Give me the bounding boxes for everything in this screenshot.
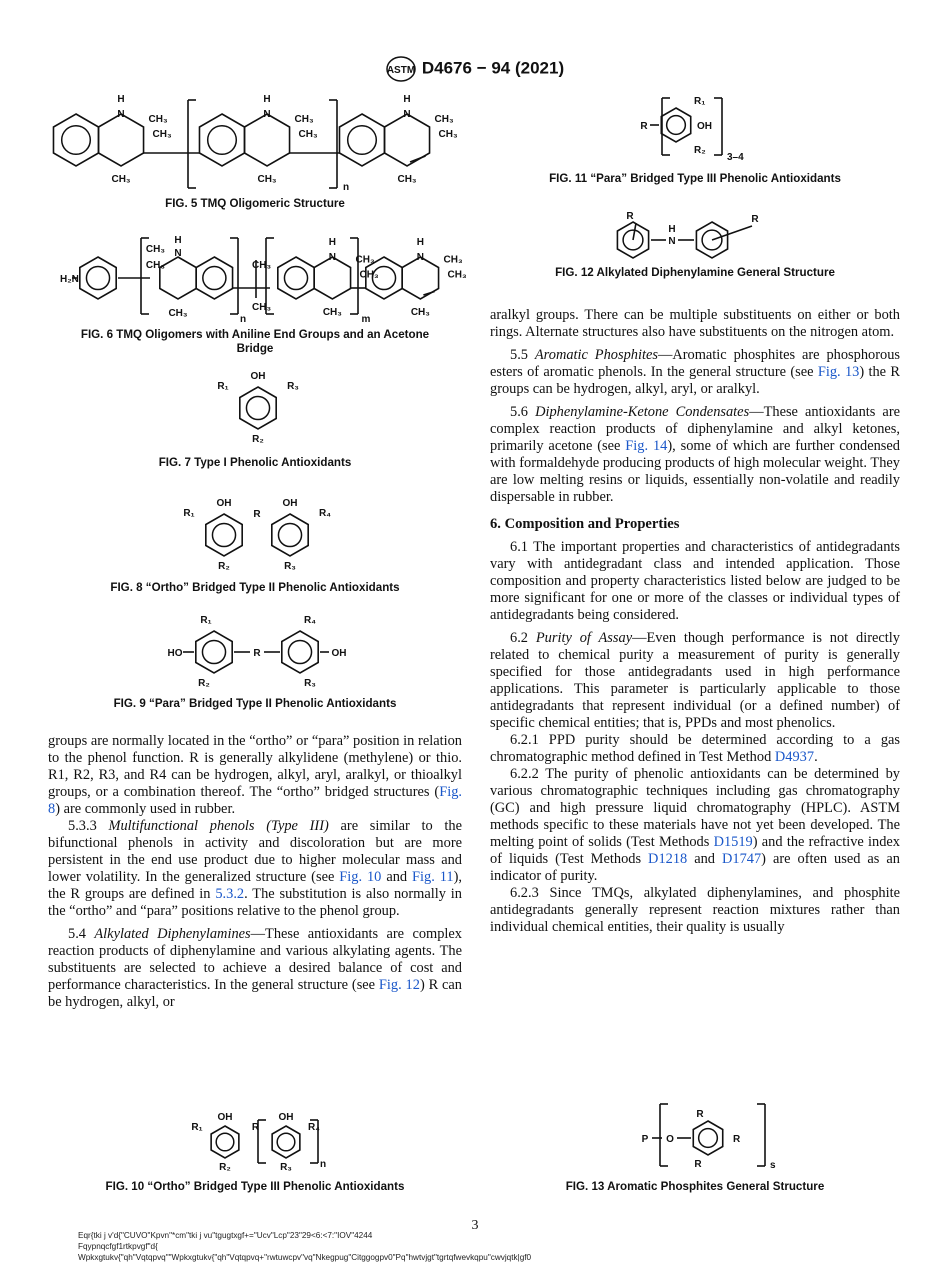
link-d1519[interactable]: D1519: [713, 834, 753, 850]
atom-label: R: [696, 1109, 704, 1120]
atom-label: N: [668, 236, 676, 247]
atom-label: N: [263, 109, 271, 120]
atom-label: R₂: [198, 678, 210, 689]
page-number: 3: [471, 1218, 479, 1233]
atom-label: OH: [697, 121, 712, 132]
atom-label: R₃: [304, 678, 316, 689]
atom-label: CH₃: [111, 174, 131, 185]
atom-label: R₁: [191, 1122, 203, 1133]
footer: [78, 1230, 531, 1263]
aromatic-circle: [699, 1129, 718, 1148]
ring: [196, 257, 232, 299]
ring: [693, 1121, 722, 1155]
ring: [80, 257, 116, 299]
link-d1747[interactable]: D1747: [721, 851, 762, 867]
fig7-caption: FIG. 7 Type I Phenolic Antioxidants: [158, 456, 352, 469]
aromatic-circle: [246, 396, 269, 419]
atom-label: CH₃: [148, 114, 168, 125]
footer-line: Wpkxgtukv{"qh"Vqtqpvq""Wpkxgtukv{"qh"Vqtqpvq+"rwtuwcpv"vq"Nkegpug"Citggogpv0"Pq"hwtvjgt"tgrtqfwevkqpu"cwvjqtk|gf0: [78, 1253, 532, 1262]
atom-label: R: [253, 648, 261, 659]
atom-label: N: [416, 252, 424, 263]
atom-label: CH₃: [355, 254, 375, 266]
atom-label: CH₃: [168, 308, 188, 319]
atom-label: O: [666, 1134, 674, 1145]
fig5-caption: FIG. 5 TMQ Oligomeric Structure: [165, 197, 345, 210]
paragraph-5-3-2-cont: groups are normally located in the “ortho” or “para” position in relation to the phenol function. R is generally alkylidene (methylene) or thio. R1, R2, R3, and R4 can be hydrogen, alkyl, aryl, aralkyl, or thioalkyl groups, or a combination thereof. The “ortho” bridged structures (Fig. 8) are commonly used in rubber.: [48, 733, 462, 817]
paragraph-6-2-1: 6.2.1 PPD purity should be determined according to a gas chromatographic method defined in Test Method D4937.: [490, 732, 900, 765]
link-fig-11[interactable]: Fig. 11: [412, 869, 454, 885]
fig6-caption: FIG. 6 TMQ Oligomers with Aniline End Groups and an Acetone Bridge: [80, 328, 430, 355]
ring: [196, 631, 232, 673]
fig10-caption: FIG. 10 “Ortho” Bridged Type III Phenolic Antioxidants: [105, 1180, 405, 1193]
atom-label: CH₃: [410, 307, 430, 318]
atom-label: R₂: [219, 1162, 231, 1173]
atom-label: CH₃: [438, 129, 458, 140]
atom-label: CH₃: [443, 254, 463, 266]
fig12-caption: FIG. 12 Alkylated Diphenylamine General Structure: [555, 266, 835, 279]
aromatic-circle: [86, 266, 109, 289]
designation: D4676 − 94 (2021): [421, 58, 565, 78]
atom-label: n: [319, 1159, 327, 1170]
aromatic-circle: [667, 116, 686, 135]
ring: [661, 108, 690, 142]
link-5-3-2[interactable]: 5.3.2: [215, 886, 245, 902]
atom-label: N: [117, 109, 125, 120]
atom-label: R₁: [694, 96, 706, 107]
atom-label: CH₃: [145, 244, 165, 255]
paragraph-5-3-3: 5.3.3 Multifunctional phenols (Type III) are similar to the bifunctional phenols in activity and discoloration but are more persistent in the end use product due to higher molecular mass and lower volatility. In the generalized structure (see Fig. 10 and Fig. 11), the R groups are defined in 5.3.2. The substitution is also normally in the “ortho” and “para” positions relative to the phenol group.: [48, 818, 462, 919]
ring: [206, 514, 242, 556]
aromatic-circle: [278, 523, 301, 546]
atom-label: CH₃: [298, 129, 318, 140]
aromatic-circle: [208, 126, 237, 155]
atom-label: R₁: [217, 381, 229, 392]
ring: [245, 114, 290, 166]
ring: [160, 257, 196, 299]
atom-label: H: [263, 94, 271, 105]
footer-line: Fqypnqcfgf1rtkpvgf"d{: [78, 1242, 158, 1251]
atom-label: R₂: [252, 434, 264, 445]
atom-label: R: [733, 1134, 741, 1145]
atom-label: H: [328, 237, 336, 248]
paragraph-5-5: 5.5 Aromatic Phosphites—Aromatic phosphites are phosphorous esters of aromatic phenols. In the general structure (see Fig. 13) the R groups can be hydrogen, alkyl, aryl, or aralkyl.: [490, 347, 900, 397]
atom-label: R: [751, 214, 759, 225]
atom-label: n: [239, 314, 247, 325]
paragraph-5-6: 5.6 Diphenylamine-Ketone Condensates—These antioxidants are complex reaction products of diphenylamine and alkyl ketones, primarily acetone (see Fig. 14), some of which are further condensed with formaldehyde producing products of high molecular weight. They are low melting resins or liquids, essentially non-volatile and readily dispersable in rubber.: [490, 404, 900, 505]
aromatic-circle: [202, 640, 225, 663]
atom-label: R₄: [308, 1122, 320, 1133]
atom-label: R₁: [183, 508, 195, 519]
atom-label: H: [403, 94, 411, 105]
ring: [339, 114, 384, 166]
atom-label: H: [174, 235, 182, 246]
structure-line: [633, 223, 636, 240]
ring: [272, 514, 308, 556]
aromatic-circle: [288, 640, 311, 663]
atom-label: N: [328, 252, 336, 263]
atom-label: R₄: [319, 508, 331, 519]
atom-label: CH₃: [257, 174, 277, 185]
atom-label: H₂N: [60, 274, 79, 285]
ring: [272, 1126, 300, 1158]
atom-label: H: [668, 224, 676, 235]
ring: [314, 257, 350, 299]
aromatic-circle: [203, 266, 226, 289]
aromatic-circle: [62, 126, 91, 155]
ring: [53, 114, 98, 166]
ring: [240, 387, 276, 429]
atom-label: H: [117, 94, 125, 105]
atom-label: 3–4: [727, 152, 744, 163]
atom-label: CH₃: [252, 260, 272, 271]
link-d1218[interactable]: D1218: [648, 851, 688, 867]
fig8-caption: FIG. 8 “Ortho” Bridged Type II Phenolic Antioxidants: [110, 581, 400, 594]
link-fig-14[interactable]: Fig. 14: [625, 438, 668, 454]
atom-label: N: [174, 248, 182, 259]
ring: [99, 114, 144, 166]
aromatic-circle: [348, 126, 377, 155]
paragraph-6-2: 6.2 Purity of Assay—Even though performance is not directly related to chemical purity a measurement of purity is generally specified for those antidegradants used in high performance applications. This parameter is particularly applicable to those antidegradants that represent individual (or a defined number) of specific chemical entities; that is, PPDs and most phenolics.: [490, 630, 900, 731]
paragraph-5-4-cont: aralkyl groups. There can be multiple substituents on either or both rings. Alternate structures also have substituents on the nitrogen atom.: [490, 307, 900, 340]
atom-label: R: [640, 121, 648, 132]
atom-label: R: [251, 1122, 260, 1133]
paragraph-6-2-2: 6.2.2 The purity of phenolic antioxidants can be determined by various chromatographic techniques including gas chromatography (GC) and high pressure liquid chromatography (HPLC). ASTM methods specific to these materials have not yet been developed. The melting point of solids (Test Methods D1519) and the refractive index of liquids (Test Methods D1218 and D1747) are often used as an indicator of purity.: [490, 766, 900, 884]
atom-label: H: [416, 237, 424, 248]
atom-label: R₂: [694, 145, 706, 156]
atom-label: N: [403, 109, 411, 120]
atom-label: R₁: [200, 615, 212, 626]
atom-label: CH₃: [152, 129, 172, 140]
svg-text:ASTM: ASTM: [386, 65, 416, 76]
paragraph-5-4: 5.4 Alkylated Diphenylamines—These antioxidants are complex reaction products of diphenylamine and various alkylating agents. The substituents are selected to achieve a desired balance of cost and performance characteristics. In the general structure (see Fig. 12) R can be hydrogen, alkyl, or: [48, 926, 463, 1010]
atom-label: m: [361, 314, 371, 325]
aromatic-circle: [277, 1133, 295, 1151]
link-fig-8[interactable]: Fig. 8: [48, 784, 462, 817]
atom-label: R₃: [280, 1162, 292, 1173]
atom-label: R: [694, 1159, 702, 1170]
atom-label: OH: [250, 371, 266, 382]
atom-label: n: [342, 182, 350, 193]
atom-label: CH₃: [294, 114, 314, 125]
atom-label: R: [626, 211, 634, 222]
atom-label: OH: [216, 498, 232, 509]
atom-label: CH₃: [447, 269, 467, 281]
atom-label: OH: [331, 648, 347, 659]
atom-label: CH₃: [322, 307, 342, 318]
aromatic-circle: [284, 266, 307, 289]
atom-label: CH₃: [434, 114, 454, 125]
ring: [278, 257, 314, 299]
atom-label: R₂: [218, 561, 230, 572]
fig13-caption: FIG. 13 Aromatic Phosphites General Structure: [565, 1180, 825, 1193]
paragraph-6-1: 6.1 The important properties and characteristics of antidegradants vary with antidegradant class and intended application. Those composition and property characteristics listed below are judged to be more significant for one or more of the classes or individual types of antidegradants being considered.: [490, 539, 900, 623]
aromatic-circle: [212, 523, 235, 546]
link-fig-10[interactable]: Fig. 10: [339, 869, 382, 885]
link-fig-12[interactable]: Fig. 12: [378, 977, 420, 993]
right-column: [490, 307, 900, 936]
link-fig-13[interactable]: Fig. 13: [817, 364, 860, 380]
left-column: [48, 733, 462, 1011]
structure-line: [410, 156, 426, 162]
atom-label: R₃: [284, 561, 296, 572]
ring: [199, 114, 244, 166]
footer-line: Eqr{tki j v'd{"CUVO"Kpvn"*cm"tki j vu"tgugtxgf+="Ucv"Lcp"23"29<6:<7:"IOV"4244: [78, 1231, 373, 1240]
atom-label: R: [253, 509, 261, 520]
fig11-caption: FIG. 11 “Para” Bridged Type III Phenolic Antioxidants: [549, 172, 841, 185]
aromatic-circle: [216, 1133, 234, 1151]
atom-label: HO: [167, 648, 183, 659]
atom-label: CH₃: [359, 269, 379, 281]
atom-label: OH: [217, 1112, 233, 1123]
atom-label: OH: [282, 498, 298, 509]
ring: [282, 631, 318, 673]
ring: [385, 114, 430, 166]
atom-label: s: [770, 1160, 776, 1171]
section-heading: 6. Composition and Properties: [490, 516, 680, 532]
atom-label: CH₃: [252, 302, 272, 313]
atom-label: P: [641, 1134, 649, 1145]
atom-label: OH: [278, 1112, 294, 1123]
atom-label: CH₃: [397, 174, 417, 185]
atom-label: R₃: [287, 381, 299, 392]
link-d4937[interactable]: D4937: [774, 749, 815, 765]
paragraph-6-2-3: 6.2.3 Since TMQs, alkylated diphenylamines, and phosphite antidegradants generally represent reaction mixtures rather than individual chemical entities, their quality is usually: [490, 885, 900, 935]
fig9-caption: FIG. 9 “Para” Bridged Type II Phenolic Antioxidants: [113, 697, 397, 710]
atom-label: CH₃: [145, 260, 165, 271]
ring: [211, 1126, 239, 1158]
atom-label: R₄: [304, 615, 316, 626]
